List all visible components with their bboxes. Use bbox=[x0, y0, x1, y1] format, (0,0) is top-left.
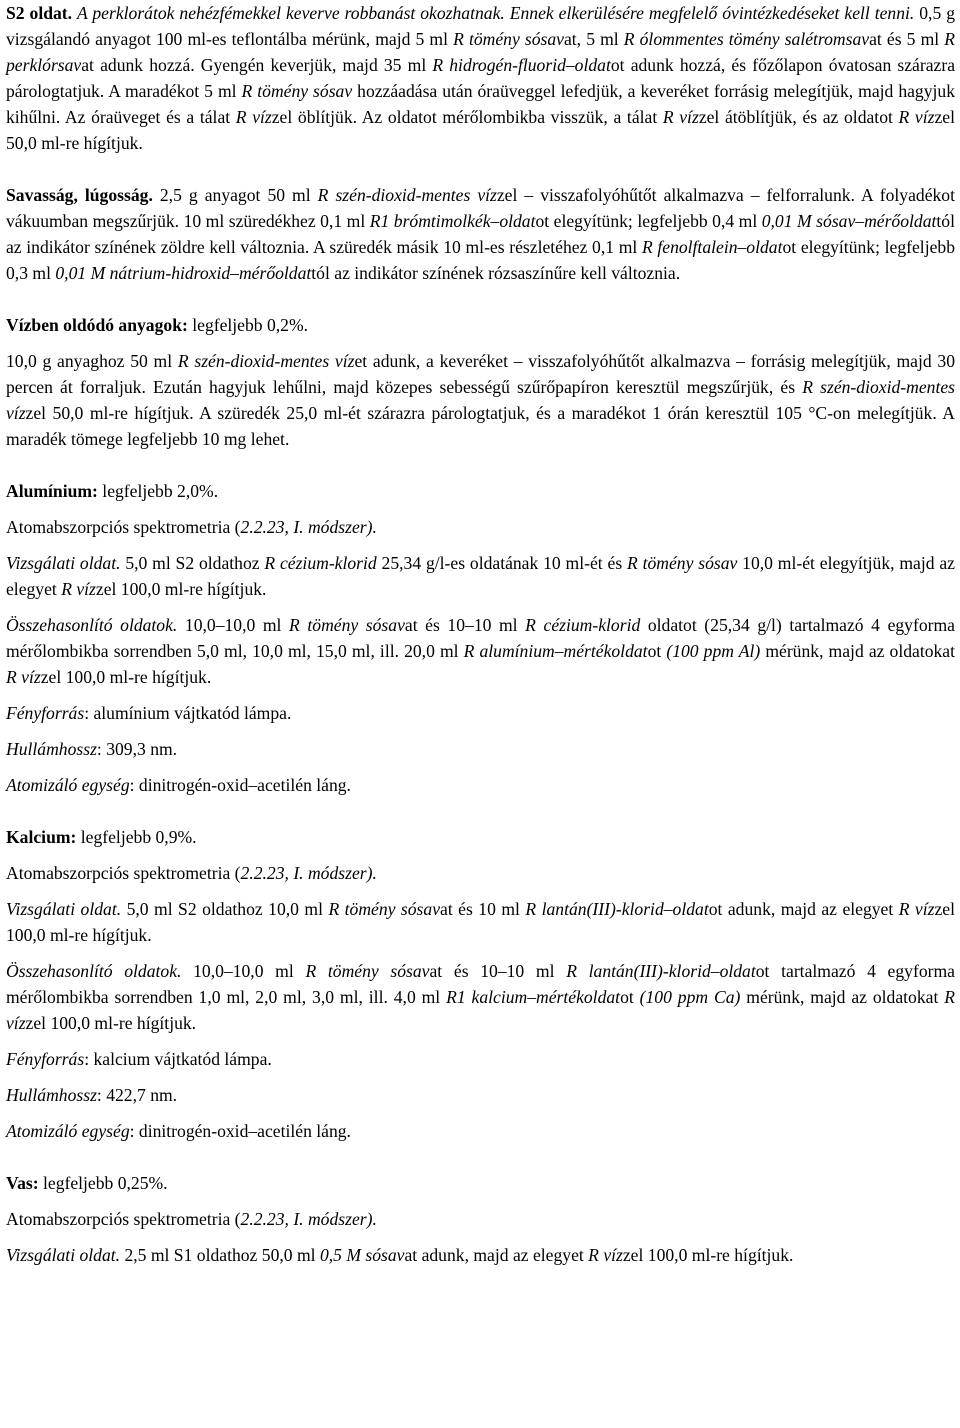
s2-solution-paragraph bbox=[6, 0, 955, 156]
text-run: : alumínium vájtkatód lámpa. bbox=[84, 703, 292, 723]
text-run: at, 5 ml bbox=[563, 29, 624, 49]
italic-run: 0,01 M nátrium-hidroxid–mérőoldat bbox=[55, 263, 312, 283]
text-run: Atomabszorpciós spektrometria ( bbox=[6, 1209, 241, 1229]
italic-run: R víz bbox=[898, 899, 935, 919]
text-run: 25,34 g/l-es oldatának 10 ml-ét és bbox=[376, 553, 628, 573]
iron-test-solution bbox=[6, 1242, 955, 1268]
text-run: ot elegyítünk; legfeljebb 0,4 ml bbox=[535, 211, 762, 231]
italic-run: R tömény sósav bbox=[289, 615, 405, 635]
italic-run: R víz bbox=[6, 987, 955, 1033]
calcium-heading bbox=[6, 824, 955, 850]
italic-run: R szén-dioxid-mentes víz bbox=[6, 377, 955, 423]
text-run: ot adunk hozzá, és főzőlapon óvatosan szárazra párologtatjuk. A maradékot 5 ml bbox=[6, 55, 955, 101]
calcium-atomiser bbox=[6, 1118, 955, 1144]
italic-run: Hullámhossz bbox=[6, 1085, 97, 1105]
text-run: : dinitrogén-oxid–acetilén láng. bbox=[129, 775, 351, 795]
italic-run: R víz bbox=[898, 107, 935, 127]
text-run: Atomabszorpciós spektrometria ( bbox=[6, 863, 241, 883]
text-run: ot elegyítünk; legfeljebb 0,3 ml bbox=[6, 237, 955, 283]
italic-run: Vizsgálati oldat. bbox=[6, 1245, 121, 1265]
aluminium-atomiser bbox=[6, 772, 955, 798]
italic-run: R víz bbox=[588, 1245, 623, 1265]
aluminium-wavelength bbox=[6, 736, 955, 762]
text-run: : 309,3 nm. bbox=[96, 739, 178, 759]
italic-run: A perklorátok nehézfémekkel keverve robbanást okozhatnak. Ennek elkerülésére megfelelő óvintézkedéseket kell tenni. bbox=[77, 3, 915, 23]
italic-run: R tömény sósav bbox=[328, 899, 441, 919]
italic-run: R fenolftalein–oldat bbox=[641, 237, 783, 257]
text-run: legfeljebb 0,2%. bbox=[187, 315, 309, 335]
text-run: legfeljebb 2,0%. bbox=[97, 481, 219, 501]
italic-run: 2.2.23, I. módszer). bbox=[240, 1209, 377, 1229]
italic-run: R1 brómtimolkék–oldat bbox=[369, 211, 536, 231]
italic-run: R cézium-klorid bbox=[525, 615, 641, 635]
italic-run: Összehasonlító oldatok. bbox=[6, 615, 178, 635]
italic-run: Összehasonlító oldatok. bbox=[6, 961, 182, 981]
aluminium-method bbox=[6, 514, 955, 540]
italic-run: R ólommentes tömény salétromsav bbox=[623, 29, 870, 49]
italic-run: Vizsgálati oldat. bbox=[6, 899, 122, 919]
text-run: zel 100,0 ml-re hígítjuk. bbox=[40, 667, 212, 687]
text-run: at és 10–10 ml bbox=[404, 615, 526, 635]
text-run: : kalcium vájtkatód lámpa. bbox=[84, 1049, 272, 1069]
text-run: mérünk, majd az oldatokat bbox=[760, 641, 955, 661]
bold-run: Savasság, lúgosság. bbox=[6, 185, 153, 205]
iron-heading bbox=[6, 1170, 955, 1196]
italic-run: Vizsgálati oldat. bbox=[6, 553, 121, 573]
italic-run: Fényforrás bbox=[6, 703, 85, 723]
aluminium-heading bbox=[6, 478, 955, 504]
text-run: zel 100,0 ml-re hígítjuk. bbox=[622, 1245, 794, 1265]
text-run: mérünk, majd az oldatokat bbox=[740, 987, 945, 1007]
water-soluble-heading bbox=[6, 312, 955, 338]
text-run: zel 100,0 ml-re hígítjuk. bbox=[95, 579, 267, 599]
italic-run: R lantán(III)-klorid–oldat bbox=[525, 899, 709, 919]
text-run: tól az indikátor színének rózsaszínűre kell változnia. bbox=[311, 263, 681, 283]
italic-run: Atomizáló egység bbox=[6, 1121, 130, 1141]
text-run: zel 100,0 ml-re hígítjuk. bbox=[25, 1013, 197, 1033]
text-run: zel – visszafolyóhűtőt alkalmazva – felforralunk. A folyadékot vákuumban megszűrjük. 10 ml szüredékhez 0,1 ml bbox=[6, 185, 955, 231]
calcium-reference-solutions bbox=[6, 958, 955, 1036]
italic-run: R szén-dioxid-mentes víz bbox=[177, 351, 355, 371]
iron-method bbox=[6, 1206, 955, 1232]
bold-run: S2 oldat. bbox=[6, 3, 73, 23]
text-run: at és 10–10 ml bbox=[429, 961, 567, 981]
text-run: 5,0 ml S2 oldathoz bbox=[120, 553, 265, 573]
italic-run: R hidrogén-fluorid–oldat bbox=[432, 55, 611, 75]
text-run: : 422,7 nm. bbox=[96, 1085, 178, 1105]
italic-run: R lantán(III)-klorid–oldat bbox=[566, 961, 756, 981]
text-run: 5,0 ml S2 oldathoz 10,0 ml bbox=[121, 899, 329, 919]
italic-run: Hullámhossz bbox=[6, 739, 97, 759]
acidity-alkalinity-paragraph bbox=[6, 182, 955, 286]
text-run: 10,0 ml-ét elegyítjük, majd az elegyet bbox=[6, 553, 955, 599]
italic-run: 2.2.23, I. módszer). bbox=[240, 863, 377, 883]
text-run: : dinitrogén-oxid–acetilén láng. bbox=[129, 1121, 351, 1141]
calcium-test-solution bbox=[6, 896, 955, 948]
bold-run: Alumínium: bbox=[6, 481, 98, 501]
text-run: tól az indikátor színének zöldre kell változnia. A szüredék másik 10 ml-es részletéhez 0,1 ml bbox=[6, 211, 955, 257]
italic-run: R víz bbox=[6, 667, 41, 687]
text-run: ot tartalmazó 4 egyforma mérőlombikba sorrendben 1,0 ml, 2,0 ml, 3,0 ml, ill. 4,0 ml bbox=[6, 961, 955, 1007]
italic-run: R1 kalcium–mértékoldat bbox=[446, 987, 621, 1007]
text-run: at adunk hozzá. Gyengén keverjük, majd 35 ml bbox=[81, 55, 433, 75]
text-run: legfeljebb 0,25%. bbox=[38, 1173, 168, 1193]
calcium-method bbox=[6, 860, 955, 886]
italic-run: 0,5 M sósav bbox=[319, 1245, 405, 1265]
italic-run: R tömény sósav bbox=[305, 961, 430, 981]
aluminium-reference-solutions bbox=[6, 612, 955, 690]
text-run: hozzáadása után óraüveggel lefedjük, a keveréket forrásig melegítjük, majd hagyjuk kihűlni. Az óraüveget és a tálat bbox=[6, 81, 955, 127]
text-run: 2,5 g anyagot 50 ml bbox=[152, 185, 318, 205]
text-run: at és 10 ml bbox=[440, 899, 526, 919]
text-run: 10,0–10,0 ml bbox=[181, 961, 306, 981]
italic-run: Fényforrás bbox=[6, 1049, 85, 1069]
text-run: zel öblítjük. Az oldatot mérőlombikba visszük, a tálat bbox=[271, 107, 663, 127]
text-run: zel átöblítjük, és az oldatot bbox=[698, 107, 899, 127]
italic-run: R tömény sósav bbox=[241, 81, 353, 101]
italic-run: R alumínium–mértékoldat bbox=[463, 641, 648, 661]
italic-run: (100 ppm Ca) bbox=[639, 987, 741, 1007]
italic-run: (100 ppm Al) bbox=[666, 641, 761, 661]
water-soluble-paragraph bbox=[6, 348, 955, 452]
italic-run: 2.2.23, I. módszer). bbox=[240, 517, 377, 537]
text-run: 0,5 g vizsgálandó anyagot 100 ml-es teflontálba mérünk, majd 5 ml bbox=[6, 3, 955, 49]
bold-run: Vízben oldódó anyagok: bbox=[6, 315, 188, 335]
text-run: zel 100,0 ml-re hígítjuk. bbox=[6, 899, 955, 945]
aluminium-light-source bbox=[6, 700, 955, 726]
bold-run: Kalcium: bbox=[6, 827, 77, 847]
text-run: et adunk, a keveréket – visszafolyóhűtőt alkalmazva – forrásig melegítjük, majd 30 percen át forraljuk. Ezután hagyjuk lehűlni, majd közepes sebességű szűrőpapíron keresztül megszűrjük, és bbox=[6, 351, 956, 397]
italic-run: 0,01 M sósav–mérőoldat bbox=[761, 211, 937, 231]
text-run: ot bbox=[620, 987, 640, 1007]
italic-run: Atomizáló egység bbox=[6, 775, 130, 795]
text-run: Atomabszorpciós spektrometria ( bbox=[6, 517, 241, 537]
text-run: at adunk, majd az elegyet bbox=[404, 1245, 589, 1265]
italic-run: R perklórsav bbox=[6, 29, 955, 75]
italic-run: R szén-dioxid-mentes víz bbox=[317, 185, 497, 205]
italic-run: R cézium-klorid bbox=[264, 553, 377, 573]
calcium-wavelength bbox=[6, 1082, 955, 1108]
italic-run: R víz bbox=[61, 579, 96, 599]
text-run: 10,0 g anyaghoz 50 ml bbox=[6, 351, 178, 371]
text-run: oldatot (25,34 g/l) tartalmazó 4 egyforma mérőlombikba sorrendben 5,0 ml, 10,0 ml, 15,0 ml, ill. 20,0 ml bbox=[6, 615, 955, 661]
text-run: ot adunk, majd az elegyet bbox=[708, 899, 899, 919]
italic-run: R víz bbox=[235, 107, 272, 127]
text-run: ot bbox=[647, 641, 667, 661]
aluminium-test-solution bbox=[6, 550, 955, 602]
text-run: zel 50,0 ml-re hígítjuk. A szüredék 25,0 ml-ét szárazra párologtatjuk, és a maradékot 1 órán keresztül 105 °C-on melegítjük. A maradék tömege legfeljebb 10 mg lehet. bbox=[6, 403, 955, 449]
text-run: at és 5 ml bbox=[869, 29, 945, 49]
calcium-light-source bbox=[6, 1046, 955, 1072]
italic-run: R tömény sósav bbox=[453, 29, 564, 49]
italic-run: R víz bbox=[662, 107, 699, 127]
italic-run: R tömény sósav bbox=[627, 553, 738, 573]
text-run: legfeljebb 0,9%. bbox=[76, 827, 197, 847]
text-run: zel 50,0 ml-re hígítjuk. bbox=[6, 107, 955, 153]
bold-run: Vas: bbox=[6, 1173, 39, 1193]
text-run: 10,0–10,0 ml bbox=[177, 615, 290, 635]
text-run: 2,5 ml S1 oldathoz 50,0 ml bbox=[120, 1245, 320, 1265]
